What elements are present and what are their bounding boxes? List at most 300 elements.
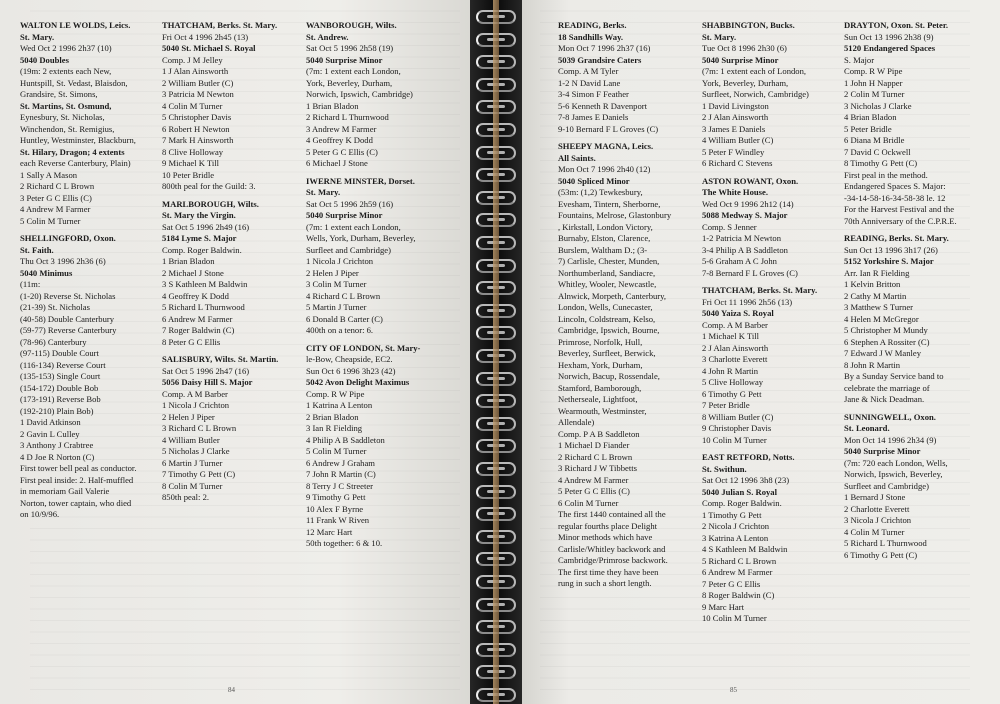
peal-line: Norwich, Ipswich, Beverley, — [844, 469, 943, 479]
peal-line: 8 Peter G C Ellis — [162, 336, 221, 347]
peal-line: (11m: — [20, 279, 41, 289]
peal-line: 7-8 James E Daniels — [558, 112, 629, 122]
peal-line: (21-39) St. Nicholas — [20, 302, 90, 312]
peal-line: 9 Michael K Till — [162, 158, 220, 168]
peal-line: (19m: 2 extents each New, — [20, 66, 112, 76]
peal-line: Burslem, Waltham D.; (3- — [558, 244, 648, 255]
peal-record — [702, 20, 817, 170]
peal-line: 4 John R Martin — [702, 365, 759, 376]
peal-line: Sun Oct 6 1996 3h23 (42) — [306, 365, 396, 376]
peal-line: 9 Christopher Davis — [702, 423, 772, 433]
peal-location: SHELLINGFORD, Oxon. — [20, 233, 116, 243]
peal-line: 5040 Yaiza S. Royal — [702, 308, 774, 318]
peal-line: 5 Martin J Turner — [306, 302, 367, 312]
peal-line: Hexham, York, Durham, — [558, 359, 643, 370]
peal-line: 5-6 Kenneth R Davenport — [558, 100, 648, 111]
peal-line: Comp. S Jenner — [702, 221, 757, 232]
peal-line: Fountains, Melrose, Glastonbury — [558, 210, 672, 220]
peal-line: All Saints. — [558, 152, 596, 163]
peal-line: 3 Nicholas J Clarke — [844, 100, 912, 111]
peal-line: St. Andrew. — [306, 31, 349, 42]
peal-line: 5-6 Graham A C John — [702, 256, 777, 266]
peal-line: 5 Peter G C Ellis (C) — [306, 146, 378, 157]
peal-line: (173-191) Reverse Bob — [20, 394, 101, 404]
peal-line: First peal inside: 2. Half-muffled — [20, 474, 134, 485]
peal-location: EAST RETFORD, Notts. — [702, 452, 795, 462]
peal-line: The first time they have been — [558, 566, 659, 577]
peal-line: 2 Michael J Stone — [162, 267, 224, 278]
peal-line: le-Bow, Cheapside, EC2. — [306, 354, 393, 364]
peal-record — [844, 412, 957, 562]
peal-record — [844, 233, 957, 406]
peal-line: 1 J Alan Ainsworth — [162, 66, 229, 76]
peal-line: 3 Colin M Turner — [306, 279, 367, 289]
peal-line: 6 Diana M Bridle — [844, 135, 905, 145]
left-column-1 — [20, 20, 136, 527]
peal-line: 12 Marc Hart — [306, 526, 353, 537]
peal-line: 5040 Surprise Minor — [306, 210, 383, 220]
peal-record — [558, 141, 671, 590]
peal-line: 2 Helen J Piper — [306, 267, 359, 278]
peal-line: York, Beverley, Durham, — [306, 77, 393, 88]
peal-record — [702, 176, 817, 280]
peal-line: 5040 St. Michael S. Royal — [162, 43, 256, 53]
peal-line: 6 Timothy G Pett — [702, 388, 762, 399]
peal-line: St. Hilary, Dragon; 4 extents — [20, 146, 125, 157]
peal-line: Surfleet and Cambridge) — [844, 480, 929, 491]
peal-line: 3 Charlotte Everett — [702, 354, 768, 364]
peal-line: 5152 Yorkshire S. Major — [844, 256, 934, 266]
peal-line: Whitley, Wooler, Newcastle, — [558, 279, 657, 289]
peal-line: 1 Kelvin Britton — [844, 279, 901, 289]
peal-line: St. Leonard. — [844, 423, 890, 433]
peal-line: 4 S Kathleen M Baldwin — [702, 544, 788, 554]
peal-location: SHEEPY MAGNA, Leics. — [558, 141, 654, 151]
peal-line: 50th together: 6 & 10. — [306, 538, 383, 548]
peal-line: (135-153) Single Court — [20, 371, 101, 381]
peal-line: (7m: 1 extent each of London, — [702, 66, 807, 76]
peal-line: 1 Nicola J Crichton — [306, 256, 374, 266]
peal-line: Thu Oct 3 1996 2h36 (6) — [20, 256, 106, 266]
peal-location: IWERNE MINSTER, Dorset. — [306, 175, 415, 186]
peal-line: 7 John R Martin (C) — [306, 469, 376, 479]
peal-line: Surfleet, Norwich, Cambridge) — [702, 89, 809, 99]
peal-line: 7 David C Ockwell — [844, 146, 911, 157]
peal-line: 4 Colin M Turner — [844, 526, 905, 537]
peal-line: 8 Timothy G Pett (C) — [844, 158, 918, 168]
peal-line: St. Mary. — [306, 187, 341, 197]
peal-line: 1 Timothy G Pett — [702, 509, 762, 520]
peal-location: WALTON LE WOLDS, Leics. — [20, 20, 131, 30]
peal-line: Sun Oct 13 1996 2h38 (9) — [844, 31, 934, 42]
peal-line: 1-2 Patricia M Newton — [702, 233, 781, 243]
peal-line: St. Mary. — [20, 31, 55, 42]
peal-line: Norton, tower captain, who died — [20, 497, 132, 508]
peal-line: 5040 Julian S. Royal — [702, 486, 777, 497]
peal-line: 3-4 Philip A B Saddleton — [702, 244, 788, 255]
peal-line: For the Harvest Festival and the — [844, 204, 955, 214]
peal-line: 1 Katrina A Lenton — [306, 400, 373, 410]
peal-line: Alnwick, Morpeth, Canterbury, — [558, 290, 667, 301]
peal-line: Comp. A M Barber — [702, 319, 768, 330]
peal-line: The White House. — [702, 187, 768, 197]
peal-line: Grandsire, St. Simons, — [20, 89, 98, 99]
peal-line: 800th peal for the Guild: 3. — [162, 181, 256, 191]
peal-line: Mon Oct 7 1996 2h40 (12) — [558, 164, 651, 174]
peal-line: Sat Oct 5 1996 2h47 (16) — [162, 365, 250, 376]
peal-line: 2 Charlotte Everett — [844, 503, 910, 514]
peal-line: Minor methods which have — [558, 532, 653, 542]
peal-line: 3 James E Daniels — [702, 123, 766, 134]
peal-record — [306, 176, 420, 337]
peal-line: , Kirkstall, London Victory, — [558, 221, 653, 232]
peal-line: St. Mary the Virgin. — [162, 210, 236, 220]
peal-line: Allendale) — [558, 417, 595, 427]
peal-location: READING, Berks. St. Mary. — [844, 233, 949, 243]
peal-line: -34-14-58-16-34-58-38 le. 12 — [844, 192, 946, 203]
peal-line: 2 Helen J Piper — [162, 411, 215, 422]
peal-line: Comp. P A B Saddleton — [558, 428, 640, 439]
left-column-3 — [306, 20, 420, 556]
peal-line: 4 Andrew M Farmer — [558, 474, 629, 485]
peal-line: 5040 Surprise Minor — [844, 446, 921, 456]
peal-line: First tower bell peal as conductor. — [20, 463, 137, 473]
peal-line: 3 Anthony J Crabtree — [20, 440, 94, 450]
peal-line: (97-115) Double Court — [20, 348, 99, 358]
peal-line: 6 Andrew M Farmer — [702, 567, 773, 577]
peal-line: Tue Oct 8 1996 2h30 (6) — [702, 43, 787, 53]
peal-line: Comp. A M Tyler — [558, 66, 619, 76]
peal-line: Comp. A M Barber — [162, 388, 228, 399]
peal-line: Comp. R W Pipe — [844, 66, 903, 76]
peal-line: 70th Anniversary of the C.P.R.E. — [844, 215, 957, 226]
peal-record — [162, 20, 278, 193]
peal-line: 8 William Butler (C) — [702, 411, 774, 422]
peal-record — [20, 20, 136, 227]
peal-line: 3 Matthew S Turner — [844, 302, 913, 312]
peal-line: 7 Mark H Ainsworth — [162, 135, 234, 145]
peal-line: 5 Peter Bridle — [844, 123, 892, 134]
peal-line: 5 Christopher M Mundy — [844, 325, 928, 335]
peal-line: 4 Geoffrey K Dodd — [162, 290, 229, 301]
peal-line: Sat Oct 12 1996 3h8 (23) — [702, 475, 790, 485]
peal-record — [558, 20, 671, 135]
peal-line: 7) Carlisle, Chester, Munden, — [558, 256, 660, 266]
peal-line: 4 William Butler — [162, 434, 220, 445]
peal-record — [20, 233, 136, 521]
peal-line: 2 Cathy M Martin — [844, 290, 907, 301]
peal-line: St. Faith. — [20, 244, 54, 255]
peal-location: THATCHAM, Berks. St. Mary. — [702, 285, 818, 295]
peal-line: 4 D Joe R Norton (C) — [20, 451, 95, 462]
peal-line: 1 Brian Bladon — [162, 256, 215, 266]
peal-line: Arr. Ian R Fielding — [844, 267, 910, 278]
peal-line: Primrose, Norfolk, Hull, — [558, 336, 643, 347]
peal-line: (78-96) Canterbury — [20, 336, 87, 347]
peal-line: 8 John R Martin — [844, 359, 901, 370]
peal-line: 6 Stephen A Rossiter (C) — [844, 336, 930, 347]
peal-line: 5120 Endangered Spaces — [844, 43, 936, 53]
peal-line: 1 Nicola J Crichton — [162, 400, 230, 410]
peal-line: 7 Timothy G Pett (C) — [162, 469, 236, 479]
peal-line: Comp. Roger Baldwin. — [702, 498, 782, 508]
peal-line: Cambridge/Primrose backwork. — [558, 555, 668, 565]
right-column-3 — [844, 20, 957, 567]
peal-record — [306, 343, 420, 550]
peal-line: 6 Donald B Carter (C) — [306, 313, 383, 324]
peal-line: Northumberland, Sandiacre, — [558, 267, 656, 278]
peal-line: 10 Colin M Turner — [702, 434, 767, 445]
peal-location: READING, Berks. — [558, 20, 627, 30]
peal-record — [844, 20, 957, 227]
peal-line: Fri Oct 11 1996 2h56 (13) — [702, 296, 793, 307]
peal-line: 6 Martin J Turner — [162, 457, 223, 468]
peal-line: 3 Patricia M Newton — [162, 89, 234, 99]
peal-line: 1 David Atkinson — [20, 417, 81, 427]
peal-line: 3 Katrina A Lenton — [702, 532, 769, 543]
peal-line: 5040 Surprise Minor — [306, 54, 383, 65]
peal-line: 11 Frank W Riven — [306, 515, 370, 525]
peal-line: 3-4 Simon F Feather — [558, 89, 629, 99]
peal-line: Mon Oct 7 1996 2h37 (16) — [558, 43, 651, 53]
peal-location: SHABBINGTON, Bucks. — [702, 20, 795, 30]
peal-line: Fri Oct 4 1996 2h45 (13) — [162, 31, 249, 42]
peal-line: 5039 Grandsire Caters — [558, 54, 642, 65]
peal-line: 3 Richard J W Tibbetts — [558, 463, 637, 473]
peal-line: York, Beverley, Durham, — [702, 77, 789, 88]
peal-line: 5 Nicholas J Clarke — [162, 446, 230, 456]
peal-line: (1-20) Reverse St. Nicholas — [20, 290, 116, 301]
peal-line: 5042 Avon Delight Maximus — [306, 377, 410, 387]
peal-line: (7m: 1 extent each London, — [306, 66, 401, 76]
peal-line: 9 Timothy G Pett — [306, 492, 366, 502]
peal-line: 9 Marc Hart — [702, 601, 744, 612]
peal-line: 5 Christopher Davis — [162, 112, 232, 122]
peal-line: 5 Peter F Windley — [702, 146, 765, 157]
peal-line: 1 Sally A Mason — [20, 169, 78, 180]
peal-line: 5088 Medway S. Major — [702, 210, 788, 220]
right-column-1 — [558, 20, 671, 596]
peal-line: Norwich, Bacup, Rossendale, — [558, 371, 660, 381]
peal-line: 2 J Alan Ainsworth — [702, 342, 769, 353]
peal-line: 4 Brian Bladon — [844, 112, 897, 122]
peal-location: CITY OF LONDON, St. Mary- — [306, 342, 421, 353]
peal-line: 5 Colin M Turner — [306, 446, 367, 456]
peal-record — [162, 199, 278, 349]
peal-line: 2 Colin M Turner — [844, 89, 905, 99]
peal-line: 5 Richard C L Brown — [702, 555, 777, 566]
peal-line: Eynesbury, St. Nicholas, — [20, 112, 105, 122]
peal-line: 4 Andrew M Farmer — [20, 204, 91, 214]
peal-line: 6 Michael J Stone — [306, 158, 368, 168]
peal-line: each Reverse Canterbury, Plain) — [20, 158, 131, 168]
peal-line: 2 Richard C L Brown — [558, 451, 633, 462]
peal-line: Lincoln, Coldstream, Kelso, — [558, 313, 656, 324]
peal-line: 9-10 Bernard F L Groves (C) — [558, 123, 659, 134]
peal-line: in memoriam Gail Valerie — [20, 486, 110, 496]
peal-line: 10 Peter Bridle — [162, 169, 215, 180]
peal-line: Winchendon, St. Remigius, — [20, 123, 115, 134]
peal-line: 2 Gavin L Culley — [20, 428, 80, 439]
peal-line: 5 Colin M Turner — [20, 215, 81, 226]
peal-line: Carlisle/Whitley backwork and — [558, 543, 666, 554]
peal-line: (59-77) Reverse Canterbury — [20, 325, 117, 335]
peal-line: (53m: (1,2) Tewkesbury, — [558, 187, 643, 197]
peal-line: 6 Andrew M Farmer — [162, 313, 233, 324]
peal-line: 7-8 Bernard F L Groves (C) — [702, 267, 798, 278]
peal-line: 6 Robert H Newton — [162, 123, 230, 134]
left-page — [0, 0, 482, 704]
peal-line: By a Sunday Service band to — [844, 371, 944, 381]
peal-line: 6 Andrew J Graham — [306, 457, 375, 468]
peal-line: on 10/9/96. — [20, 509, 60, 519]
peal-line: 1 Bernard J Stone — [844, 492, 906, 502]
peal-line: 4 William Butler (C) — [702, 135, 774, 145]
peal-line: 5 Richard L Thurnwood — [844, 538, 927, 548]
peal-line: 5056 Daisy Hill S. Major — [162, 377, 253, 387]
peal-line: 1 John H Napper — [844, 77, 903, 88]
peal-line: The first 1440 contained all the — [558, 509, 666, 519]
peal-line: Burnaby, Elston, Clarence, — [558, 233, 651, 243]
peal-line: Mon Oct 14 1996 2h34 (9) — [844, 434, 937, 445]
peal-line: Wells, York, Durham, Beverley, — [306, 233, 416, 243]
peal-line: S. Major — [844, 54, 875, 65]
peal-line: Jane & Nick Deadman. — [844, 394, 925, 404]
peal-line: 850th peal: 2. — [162, 492, 210, 502]
page-number-left: 84 — [228, 686, 235, 694]
peal-line: (40-58) Double Canterbury — [20, 313, 115, 324]
peal-line: 5040 Spliced Minor — [558, 175, 630, 186]
peal-line: Evesham, Tintern, Sherborne, — [558, 198, 661, 209]
peal-line: 1-2 N David Lane — [558, 77, 621, 88]
peal-line: Huntspill, St. Vedast, Blaisdon, — [20, 77, 128, 88]
peal-line: Comp. R W Pipe — [306, 388, 365, 399]
peal-location: WANBOROUGH, Wilts. — [306, 20, 397, 30]
peal-line: 1 Brian Bladon — [306, 100, 359, 111]
peal-line: Sat Oct 5 1996 2h49 (16) — [162, 221, 250, 232]
peal-line: 5 Richard L Thurnwood — [162, 302, 245, 312]
peal-line: 10 Colin M Turner — [702, 613, 767, 623]
peal-line: Comp. J M Jelley — [162, 54, 223, 65]
peal-line: 7 Roger Baldwin (C) — [162, 325, 235, 335]
peal-line: 2 Brian Bladon — [306, 411, 359, 422]
peal-location: MARLBOROUGH, Wilts. — [162, 198, 259, 209]
peal-line: 2 J Alan Ainsworth — [702, 112, 769, 122]
peal-line: Surfleet and Cambridge) — [306, 244, 391, 255]
peal-line: 4 Richard C L Brown — [306, 290, 381, 301]
peal-location: DRAYTON, Oxon. St. Peter. — [844, 20, 949, 30]
peal-record — [702, 452, 817, 625]
peal-line: Sat Oct 5 1996 2h58 (19) — [306, 43, 394, 53]
peal-line: 6 Richard C Stevens — [702, 158, 773, 168]
peal-line: Beverley, Surfleet, Berwick, — [558, 348, 656, 358]
peal-line: (192-210) Plain Bob) — [20, 405, 94, 416]
peal-line: 1 Michael K Till — [702, 331, 760, 341]
peal-line: London, Wells, Cunecaster, — [558, 302, 653, 312]
peal-line: 8 Terry J C Streeter — [306, 480, 374, 491]
peal-line: St. Swithun. — [702, 463, 747, 474]
peal-line: Endangered Spaces S. Major: — [844, 181, 946, 191]
peal-line: 7 Edward J W Manley — [844, 348, 922, 358]
peal-line: 6 Colin M Turner — [558, 497, 619, 508]
peal-line: 4 Philip A B Saddleton — [306, 434, 385, 445]
peal-line: 5184 Lyme S. Major — [162, 233, 237, 243]
peal-line: First peal in the method. — [844, 169, 928, 180]
peal-line: 5 Clive Holloway — [702, 377, 764, 387]
peal-location: SUNNINGWELL, Oxon. — [844, 411, 936, 422]
peal-line: 5040 Doubles — [20, 54, 69, 65]
peal-line: 2 Richard L Thurnwood — [306, 112, 389, 122]
peal-line: 2 William Butler (C) — [162, 77, 234, 88]
peal-line: 4 Geoffrey K Dodd — [306, 135, 373, 145]
peal-line: 4 Colin M Turner — [162, 100, 223, 111]
peal-line: 2 Richard C L Brown — [20, 181, 95, 191]
peal-line: Norwich, Ipswich, Cambridge) — [306, 89, 413, 99]
peal-line: 2 Nicola J Crichton — [702, 521, 770, 531]
peal-line: Wed Oct 9 1996 2h12 (14) — [702, 198, 794, 209]
peal-line: 5 Peter G C Ellis (C) — [558, 486, 630, 496]
page-edge-shadow — [493, 0, 499, 704]
right-page — [510, 0, 1000, 704]
peal-location: THATCHAM, Berks. St. Mary. — [162, 20, 278, 30]
peal-record — [306, 20, 420, 170]
peal-line: Wearmouth, Westminster, — [558, 405, 647, 416]
peal-line: 1 Michael D Fiander — [558, 440, 630, 450]
peal-location: ASTON ROWANT, Oxon. — [702, 175, 799, 186]
peal-line: Netherseale, Lightfoot, — [558, 394, 638, 404]
peal-line: 5040 Minimus — [20, 267, 73, 278]
peal-line: 1 David Livingston — [702, 100, 769, 111]
peal-record — [162, 354, 278, 504]
peal-line: 7 Peter G C Ellis — [702, 578, 761, 589]
peal-line: regular fourths place Delight — [558, 520, 658, 531]
peal-line: 3 S Kathleen M Baldwin — [162, 279, 248, 289]
peal-line: Cambridge, Ipswich, Bourne, — [558, 325, 660, 335]
page-number-right: 85 — [730, 686, 737, 694]
right-column-2 — [702, 20, 817, 631]
peal-line: 8 Colin M Turner — [162, 480, 223, 491]
left-column-2 — [162, 20, 278, 510]
peal-line: 18 Sandhills Way. — [558, 31, 624, 42]
peal-line: 3 Andrew M Farmer — [306, 123, 377, 134]
peal-line: celebrate the marriage of — [844, 382, 930, 393]
peal-line: 4 Helen M McGregor — [844, 313, 919, 324]
peal-line: (7m: 720 each London, Wells, — [844, 457, 948, 468]
peal-line: Huntley, Westminster, Blackburn, — [20, 135, 136, 145]
peal-line: 3 Ian R Fielding — [306, 423, 363, 433]
peal-line: (154-172) Double Bob — [20, 382, 99, 393]
peal-line: (7m: 1 extent each London, — [306, 221, 401, 232]
peal-record — [702, 285, 817, 446]
peal-line: Stamford, Bamborough, — [558, 382, 642, 393]
peal-line: 3 Nicola J Crichton — [844, 515, 912, 525]
peal-line: 8 Clive Holloway — [162, 146, 224, 157]
peal-line: 5040 Surprise Minor — [702, 54, 779, 65]
peal-location: SALISBURY, Wilts. St. Martin. — [162, 354, 279, 364]
peal-line: 400th on a tenor: 6. — [306, 325, 374, 335]
peal-line: Sat Oct 5 1996 2h59 (16) — [306, 198, 394, 209]
peal-line: Sun Oct 13 1996 3h17 (26) — [844, 244, 938, 255]
peal-line: 8 Roger Baldwin (C) — [702, 590, 775, 600]
peal-line: Wed Oct 2 1996 2h37 (10) — [20, 43, 112, 53]
peal-line: rung in such a short length. — [558, 578, 652, 588]
peal-line: 3 Richard C L Brown — [162, 423, 237, 433]
peal-line: Comp. Roger Baldwin. — [162, 244, 242, 255]
peal-line: St. Martins, St. Osmund, — [20, 100, 112, 111]
peal-line: 3 Peter G C Ellis (C) — [20, 192, 92, 203]
peal-line: (116-134) Reverse Court — [20, 359, 106, 370]
peal-line: 10 Alex F Byrne — [306, 503, 364, 514]
